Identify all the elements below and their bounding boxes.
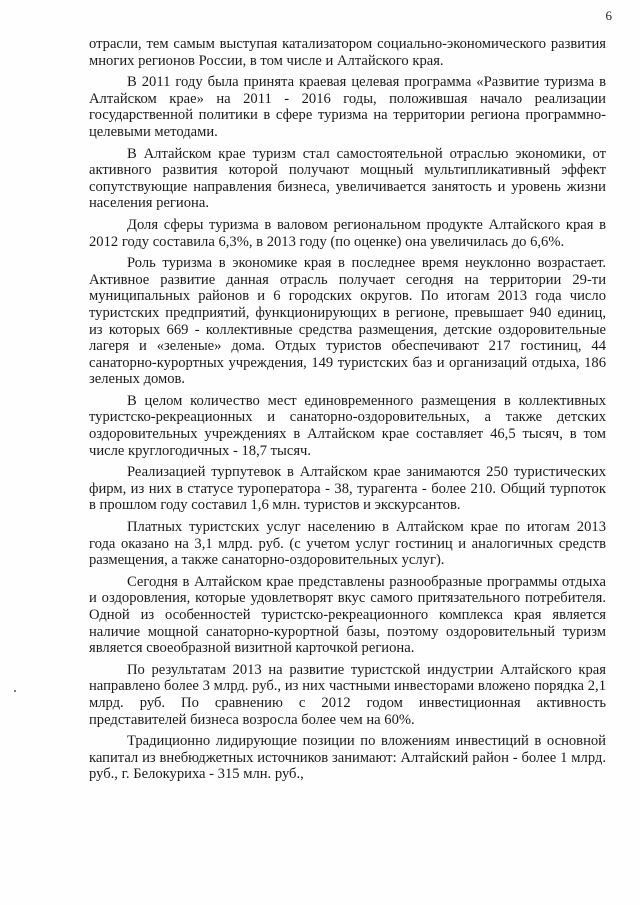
- paragraph-leading-positions: Традиционно лидирующие позиции по вложениям инвестиций в основной капитал из внебюджетных источников занимают: Алтайский район - более 1 млрд. руб., г. Белокуриха - 315 млн. руб.,: [89, 733, 606, 783]
- page-number: 6: [605, 8, 612, 23]
- paragraph-accommodation: В целом количество мест единовременного размещения в коллективных туристско-рекреационных и санаторно-оздоровительных, а также детских оздоровительных учреждениях в Алтайском крае составляет 46,5 тысяч, в том числе круглогодичных - 18,7 тысяч.: [89, 392, 606, 459]
- paragraph-investment-2013: По результатам 2013 на развитие туристской индустрии Алтайского края направлено более 3 млрд. руб., из них частными инвесторами вложено порядка 2,1 млрд. руб. По сравнению с 2012 годом инвестиционная активность представителей бизнеса возросла более чем на 60%.: [89, 661, 606, 728]
- paragraph-tourism-sector: В Алтайском крае туризм стал самостоятельной отраслью экономики, от активного развития которой получают мощный мультипликативный эффект сопутствующие направления бизнеса, увеличивается занятость и уровень жизни населения региона.: [89, 145, 606, 212]
- paragraph-paid-services: Платных туристских услуг населению в Алтайском крае по итогам 2013 года оказано на 3,1 млрд. руб. (с учетом услуг гостиниц и аналогичных средств размещения, а также санаторно-оздоровительных услуг).: [89, 519, 606, 569]
- paragraph-continuation: отрасли, тем самым выступая катализатором социально-экономического развития многих регионов России, в том числе и Алтайского края.: [89, 36, 606, 69]
- paragraph-program-2011: В 2011 году была принята краевая целевая программа «Развитие туризма в Алтайском крае» на 2011 - 2016 годы, положившая начало реализации государственной политики в сфере туризма на территории региона программно-целевыми методами.: [89, 74, 606, 140]
- paragraph-tour-sales: Реализацией турпутевок в Алтайском крае занимаются 250 туристических фирм, из них в статусе туроператора - 38, турагента - более 210. Общий турпоток в прошлом году составил 1,6 млн. туристов и экскурсантов.: [89, 464, 606, 514]
- margin-dot: [14, 690, 16, 692]
- paragraph-role-of-tourism: Роль туризма в экономике края в последнее время неуклонно возрастает. Активное развитие данная отрасль получает сегодня на территории 29-ти муниципальных районов и 6 городских округов. По итогам 2013 года число туристских предприятий, функционирующих в регионе, превышает 940 единиц, из которых 669 - коллективные средства размещения, детские оздоровительные лагеря и «зеленые» дома. Отдых туристов обеспечивают 217 гостиниц, 44 санаторно-курортных учреждения, 149 туристских баз и организаций отдыха, 186 зеленых домов.: [89, 255, 606, 388]
- document-body: [89, 36, 606, 788]
- paragraph-grp-share: Доля сферы туризма в валовом региональном продукте Алтайского края в 2012 году составила 6,3%, в 2013 году (по оценке) она увеличилась до 6,6%.: [89, 216, 606, 250]
- paragraph-programs: Сегодня в Алтайском крае представлены разнообразные программы отдыха и оздоровления, которые удовлетворят вкус самого притязательного потребителя. Одной из особенностей туристско-рекреационного комплекса края является наличие мощной санаторно-курортной базы, поэтому оздоровительный туризм является своеобразной визитной карточкой региона.: [89, 573, 606, 657]
